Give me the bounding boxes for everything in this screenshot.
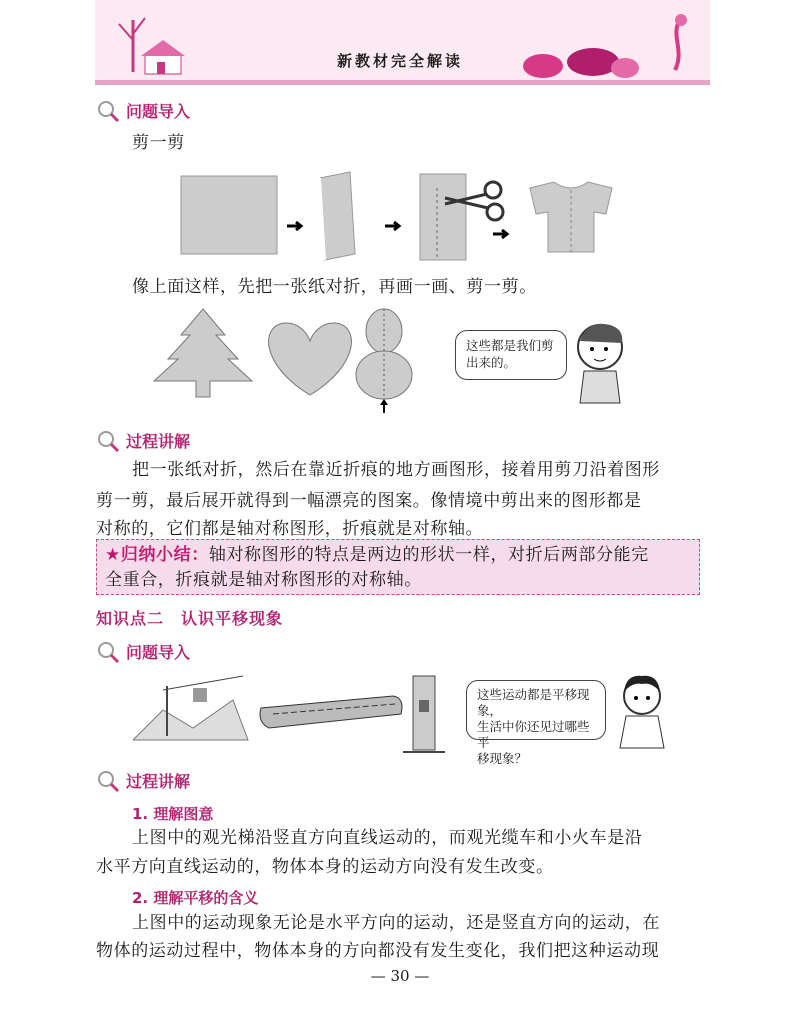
subheading-meaning-of-translation: 2. 理解平移的含义 (132, 889, 259, 907)
translation-motion-illustrations (133, 670, 453, 760)
instruction-text: 像上面这样，先把一张纸对折，再画一画、剪一剪。 (132, 277, 537, 297)
header-decoration (95, 0, 710, 86)
magnifier-icon (96, 770, 120, 792)
summary-line-1: 轴对称图形的特点是两边的形状一样，对折后两部分能完 (208, 545, 649, 565)
figure-line-1: 上图中的观光梯沿竖直方向直线运动的，而观光缆车和小火车是沿 (132, 828, 643, 848)
section-heading-explain-2 (96, 769, 190, 792)
speech-line-3: 移现象？ (477, 751, 528, 766)
cable-car-illustration (133, 676, 248, 740)
summary-box (96, 539, 700, 595)
speech-line-1: 这些运动都是平移现象， (477, 687, 590, 718)
explain-line-1: 把一张纸对折，然后在靠近折痕的地方画图形，接着用剪刀沿着图形 (132, 460, 660, 480)
knowledge-point-title: 知识点二 认识平移现象 (96, 609, 284, 628)
explain-line-3: 对称的，它们都是轴对称图形，折痕就是对称轴。 (96, 519, 484, 539)
speech-bubble-cut: 这些都是我们剪出来的。 (455, 330, 567, 380)
tree-cutout (154, 309, 252, 397)
figure-line-2: 水平方向直线运动的，物体本身的运动方向没有发生改变。 (96, 857, 554, 877)
section-heading-text: 问题导入 (126, 643, 191, 662)
boy-illustration (570, 315, 640, 407)
magnifier-icon (96, 430, 120, 452)
activity-title: 剪一剪 (132, 133, 185, 153)
magnifier-icon (96, 100, 120, 122)
section-heading-intro-2 (96, 640, 190, 663)
paper-shirt-shape (526, 178, 616, 256)
train-illustration (260, 696, 402, 728)
section-heading-text: 过程讲解 (126, 432, 191, 451)
symmetric-cutouts (150, 305, 450, 415)
section-heading-intro (96, 99, 190, 122)
summary-line-2: 全重合，折痕就是轴对称图形的对称轴。 (105, 570, 422, 590)
paper-folding-cutting-steps (175, 168, 535, 268)
gourd-cutout (356, 309, 412, 413)
page-number: — 30 — (370, 967, 430, 985)
book-title: 新教材完全解读 (336, 52, 463, 70)
speech-bubble-translation (466, 680, 606, 766)
subheading-understand-figure: 1. 理解图意 (132, 805, 214, 823)
section-heading-explain (96, 429, 190, 452)
section-heading-text: 过程讲解 (126, 772, 191, 791)
summary-label: ★归纳小结： (105, 545, 209, 565)
speech-line-2: 生活中你还见过哪些平 (477, 719, 590, 750)
header-divider (95, 80, 710, 85)
sightseeing-elevator-illustration (403, 676, 445, 752)
explain-line-2: 剪一剪，最后展开就得到一幅漂亮的图案。像情境中剪出来的图形都是 (96, 491, 642, 511)
magnifier-icon (96, 641, 120, 663)
section-heading-text: 问题导入 (126, 102, 191, 121)
girl-illustration (612, 670, 672, 752)
meaning-line-2: 物体的运动过程中，物体本身的方向都没有发生变化，我们把这种运动现 (96, 941, 660, 961)
meaning-line-1: 上图中的运动现象无论是水平方向的运动，还是竖直方向的运动，在 (132, 913, 660, 933)
heart-cutout (269, 323, 352, 395)
